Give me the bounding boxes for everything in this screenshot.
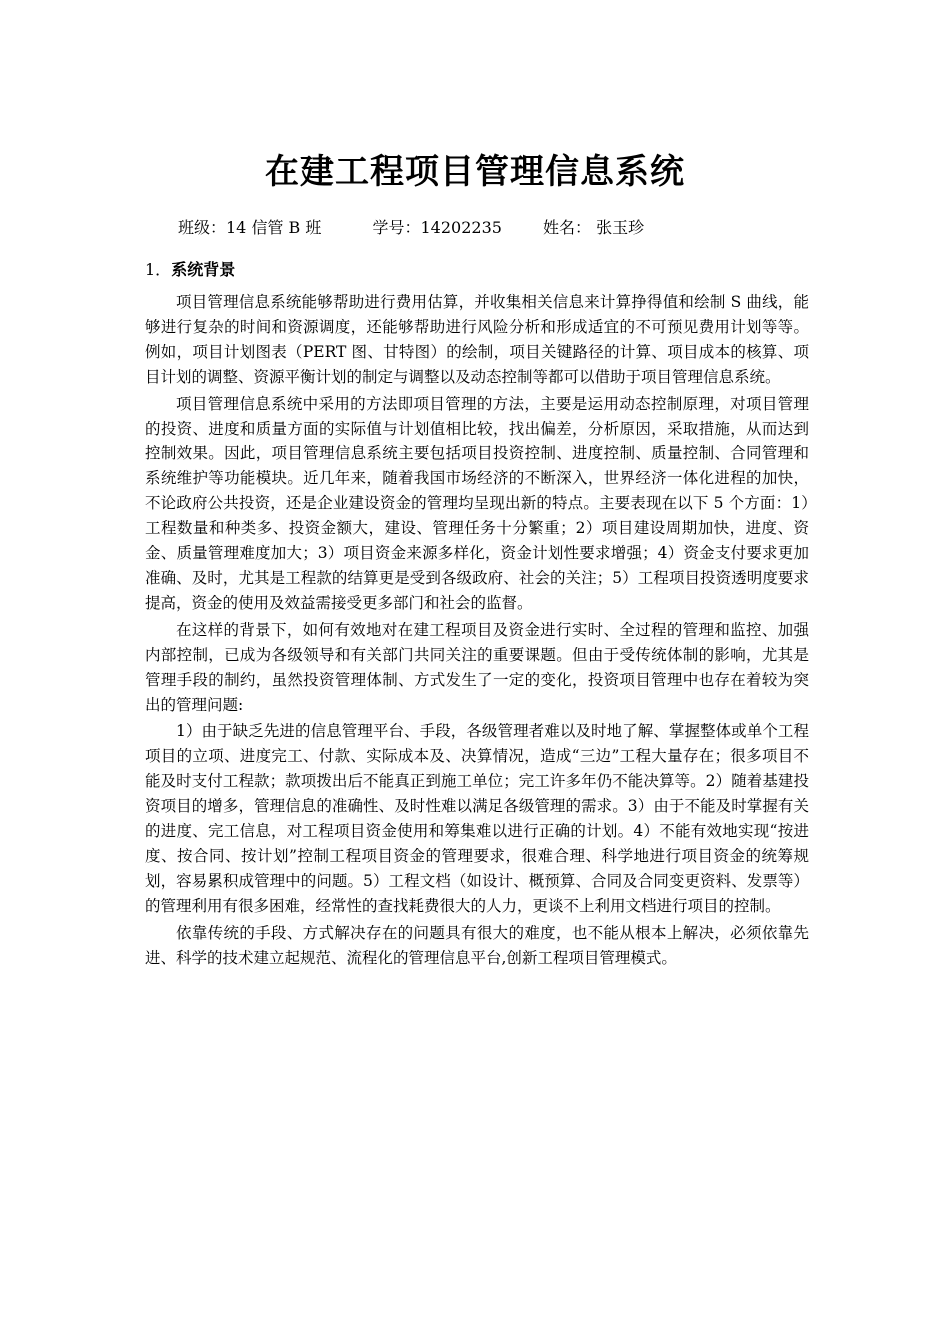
author-info — [178, 216, 644, 240]
body-text — [145, 290, 809, 972]
student-name-info: 姓名： 张玉珍 — [543, 218, 645, 237]
paragraph: 项目管理信息系统中采用的方法即项目管理的方法，主要是运用动态控制原理，对项目管理的投资、进度和质量方面的实际值与计划值相比较，找出偏差，分析原因，采取措施，从而达到控制效果。因此，项目管理信息系统主要包括项目投资控制、进度控制、质量控制、合同管理和系统维护等功能模块。近几年来，随着我国市场经济的不断深入，世界经济一体化进程的加快，不论政府公共投资，还是企业建设资金的管理均呈现出新的特点。主要表现在以下 5 个方面：1）工程数量和种类多、投资金额大，建设、管理任务十分繁重；2）项目建设周期加快，进度、资金、质量管理难度加大；3）项目资金来源多样化，资金计划性要求增强；4）资金支付要求更加准确、及时，尤其是工程款的结算更是受到各级政府、社会的关注；5）工程项目投资透明度要求提高，资金的使用及效益需接受更多部门和社会的监督。 — [145, 394, 809, 612]
document-title: 在建工程项目管理信息系统 — [265, 152, 685, 192]
section-heading — [145, 258, 235, 282]
class-info: 班级：14 信管 B 班 — [178, 218, 322, 237]
paragraph: 项目管理信息系统能够帮助进行费用估算，并收集相关信息来计算挣得值和绘制 S 曲线，能够进行复杂的时间和资源调度，还能够帮助进行风险分析和形成适宜的不可预见费用计划等等。例如，项目计划图表（PERT 图、甘特图）的绘制，项目关键路径的计算、项目成本的核算、项目计划的调整、资源平衡计划的制定与调整以及动态控制等都可以借助于项目管理信息系统。 — [145, 293, 809, 386]
paragraph: 依靠传统的手段、方式解决存在的问题具有很大的难度，也不能从根本上解决，必须依靠先进、科学的技术建立起规范、流程化的管理信息平台,创新工程项目管理模式。 — [145, 923, 809, 967]
section-number: 1． — [145, 260, 172, 279]
paragraph: 在这样的背景下，如何有效地对在建工程项目及资金进行实时、全过程的管理和监控、加强内部控制，已成为各级领导和有关部门共同关注的重要课题。但由于受传统体制的影响，尤其是管理手段的制约，虽然投资管理体制、方式发生了一定的变化，投资项目管理中也存在着较为突出的管理问题: — [145, 620, 809, 714]
paragraph: 1）由于缺乏先进的信息管理平台、手段，各级管理者难以及时地了解、掌握整体或单个工程项目的立项、进度完工、付款、实际成本及、决算情况，造成“三边”工程大量存在；很多项目不能及时支付工程款；款项拨出后不能真正到施工单位；完工许多年仍不能决算等。2）随着基建投资项目的增多，管理信息的准确性、及时性难以满足各级管理的需求。3）由于不能及时掌握有关的进度、完工信息，对工程项目资金使用和筹集难以进行正确的计划。4）不能有效地实现“按进度、按合同、按计划”控制工程项目资金的管理要求，很难合理、科学地进行项目资金的统筹规划，容易累积成管理中的问题。5）工程文档（如设计、概预算、合同及合同变更资料、发票等）的管理利用有很多困难，经常性的查找耗费很大的人力，更谈不上利用文档进行项目的控制。 — [145, 722, 809, 915]
student-id-info: 学号：14202235 — [372, 218, 502, 237]
section-heading-text: 系统背景 — [171, 260, 236, 279]
